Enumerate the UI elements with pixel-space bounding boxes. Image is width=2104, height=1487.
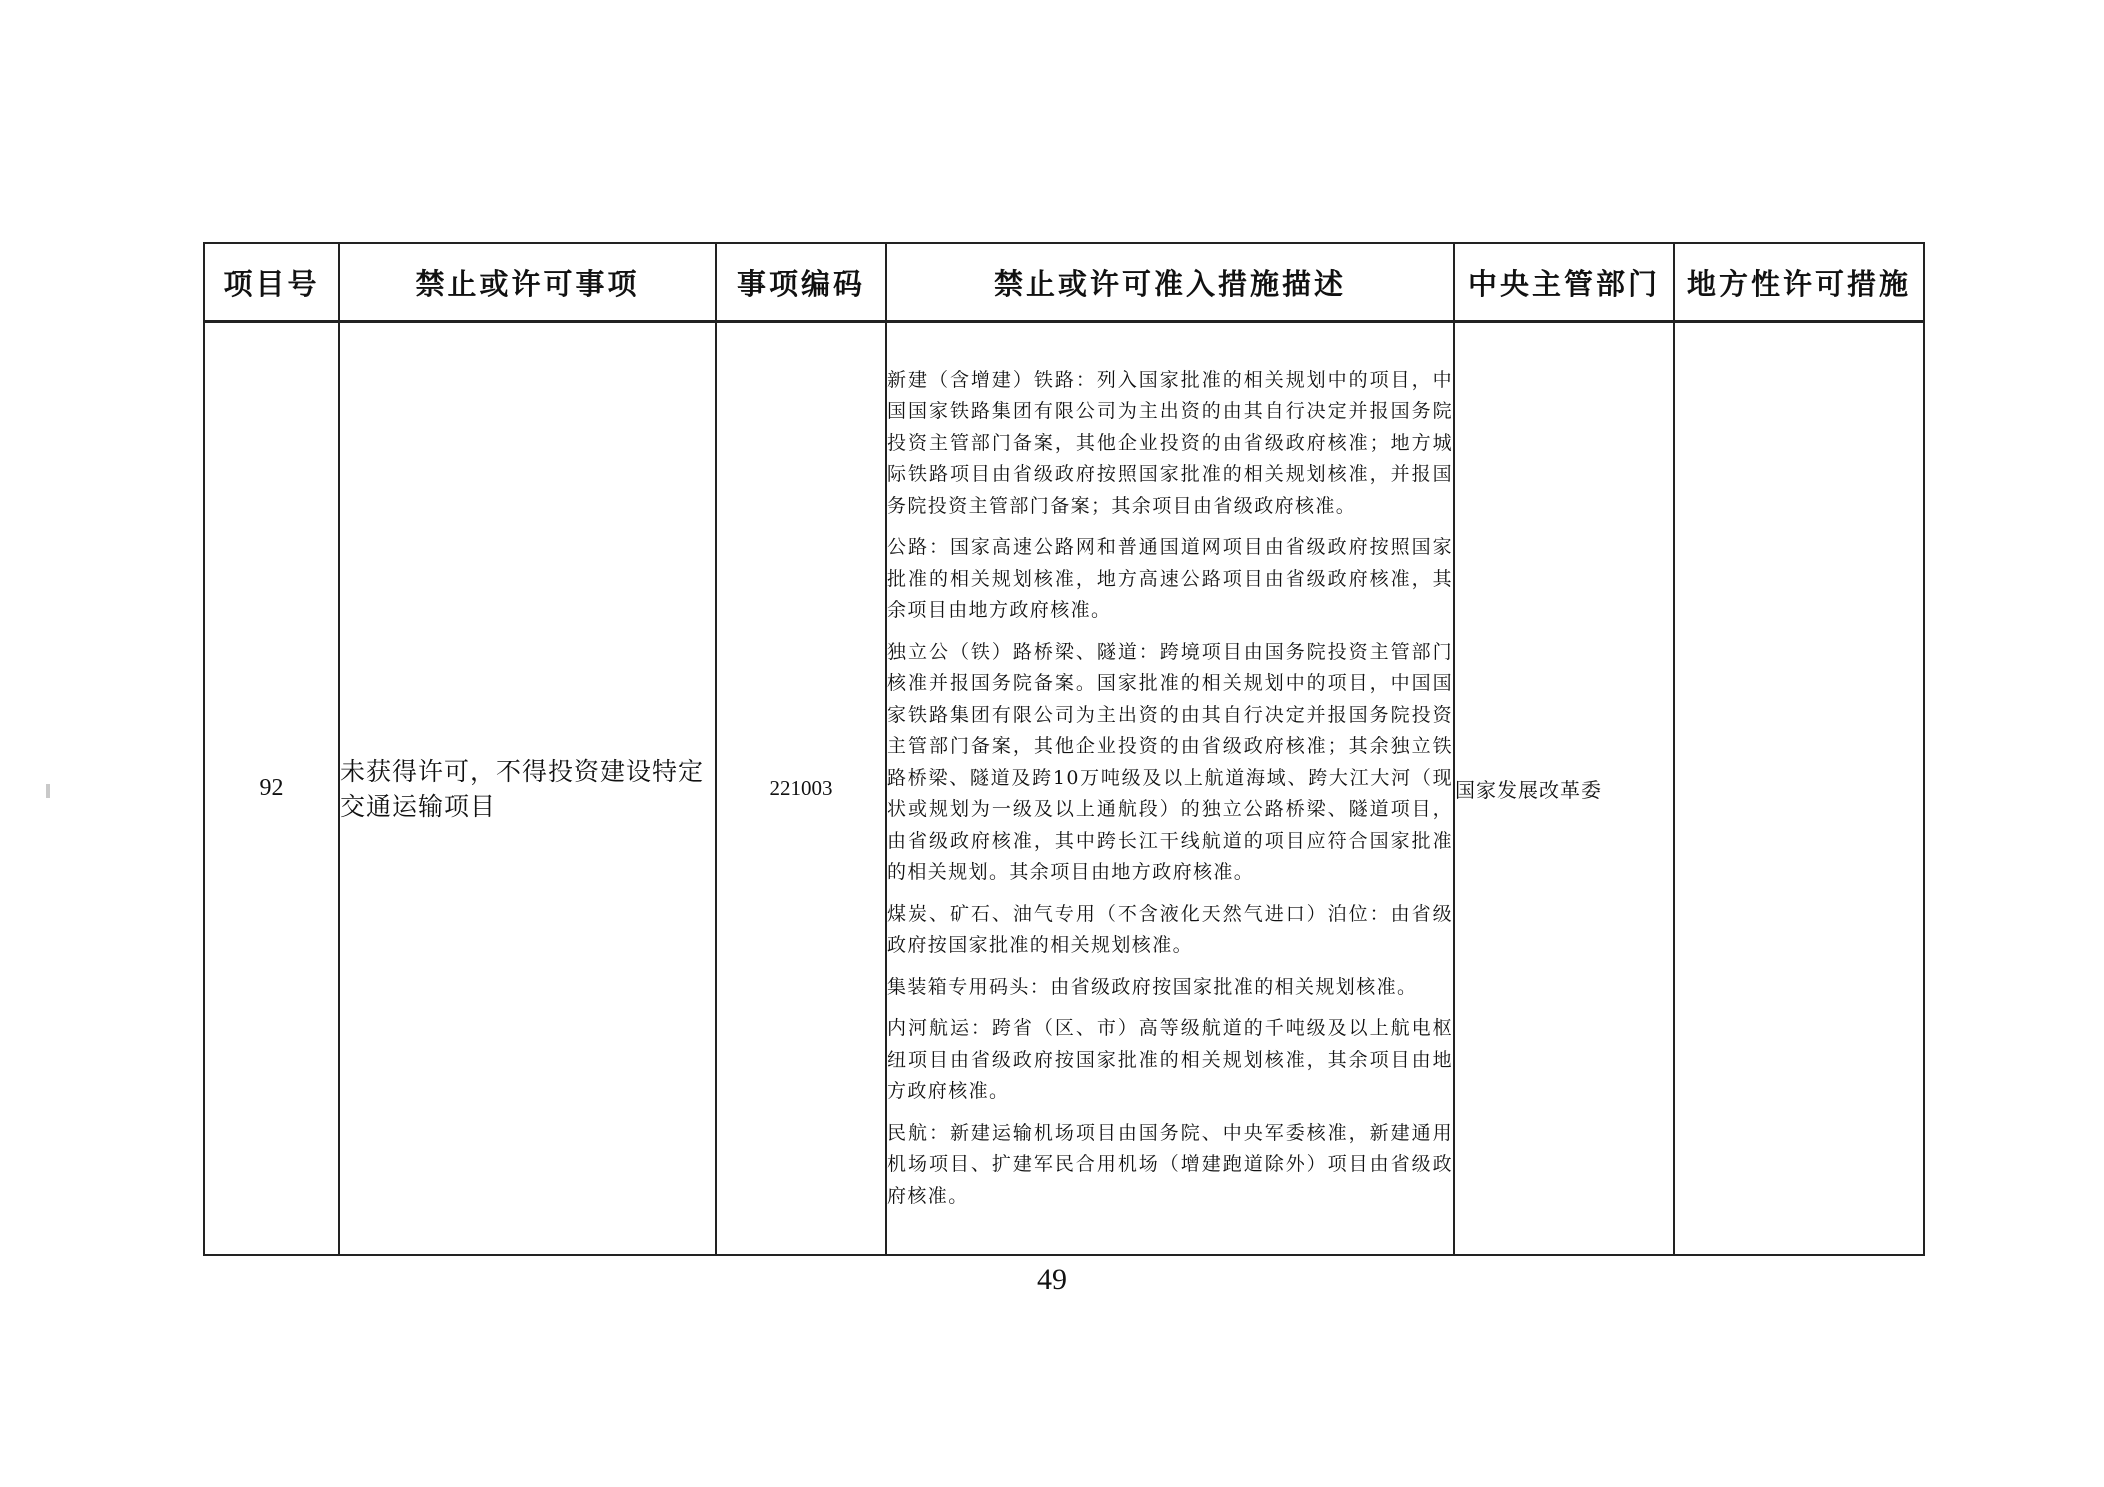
desc-railway: 新建（含增建）铁路：列入国家批准的相关规划中的项目，中国国家铁路集团有限公司为主出资的由其自行决定并报国务院投资主管部门备案，其他企业投资的由省级政府核准；地方城际铁路项目由省级政府按照国家批准的相关规划核准，并报国务院投资主管部门备案；其余项目由省级政府核准。 — [887, 368, 1453, 517]
table-row — [204, 322, 1924, 1256]
desc-container-terminal: 集装箱专用码头：由省级政府按国家批准的相关规划核准。 — [887, 975, 1418, 998]
header-item-code: 事项编码 — [716, 243, 886, 322]
header-department: 中央主管部门 — [1454, 243, 1674, 322]
cell-item-number: 92 — [204, 322, 339, 1256]
desc-highway: 公路：国家高速公路网和普通国道网项目由省级政府按照国家批准的相关规划核准，地方高速公路项目由省级政府核准，其余项目由地方政府核准。 — [887, 536, 1453, 622]
cell-description — [886, 322, 1454, 1256]
desc-berths: 煤炭、矿石、油气专用（不含液化天然气进口）泊位：由省级政府按国家批准的相关规划核准。 — [887, 902, 1453, 957]
header-item-name: 禁止或许可事项 — [339, 243, 716, 322]
cell-item-code: 221003 — [716, 322, 886, 1256]
table-header-row — [204, 243, 1924, 322]
page-number: 49 — [1037, 1263, 1067, 1296]
desc-civil-aviation: 民航：新建运输机场项目由国务院、中央军委核准，新建通用机场项目、扩建军民合用机场（增建跑道除外）项目由省级政府核准。 — [887, 1121, 1453, 1207]
cell-item-name: 未获得许可，不得投资建设特定交通运输项目 — [339, 322, 716, 1256]
permit-table — [203, 242, 1925, 1256]
desc-bridges-tunnels: 独立公（铁）路桥梁、隧道：跨境项目由国务院投资主管部门核准并报国务院备案。国家批准的相关规划中的项目，中国国家铁路集团有限公司为主出资的由其自行决定并报国务院投资主管部门备案，其他企业投资的由省级政府核准；其余独立铁路桥梁、隧道及跨10万吨级及以上航道海域、跨大江大河（现状或规划为一级及以上通航段）的独立公路桥梁、隧道项目，由省级政府核准，其中跨长江干线航道的项目应符合国家批准的相关规划。其余项目由地方政府核准。 — [887, 640, 1453, 884]
cell-department: 国家发展改革委 — [1454, 322, 1674, 1256]
header-description: 禁止或许可准入措施描述 — [886, 243, 1454, 322]
header-item-number: 项目号 — [204, 243, 339, 322]
header-local-measures: 地方性许可措施 — [1674, 243, 1924, 322]
desc-inland-waterway: 内河航运：跨省（区、市）高等级航道的千吨级及以上航电枢纽项目由省级政府按国家批准的相关规划核准，其余项目由地方政府核准。 — [887, 1017, 1453, 1103]
cell-local-measures — [1674, 322, 1924, 1256]
scan-speck — [46, 784, 50, 798]
